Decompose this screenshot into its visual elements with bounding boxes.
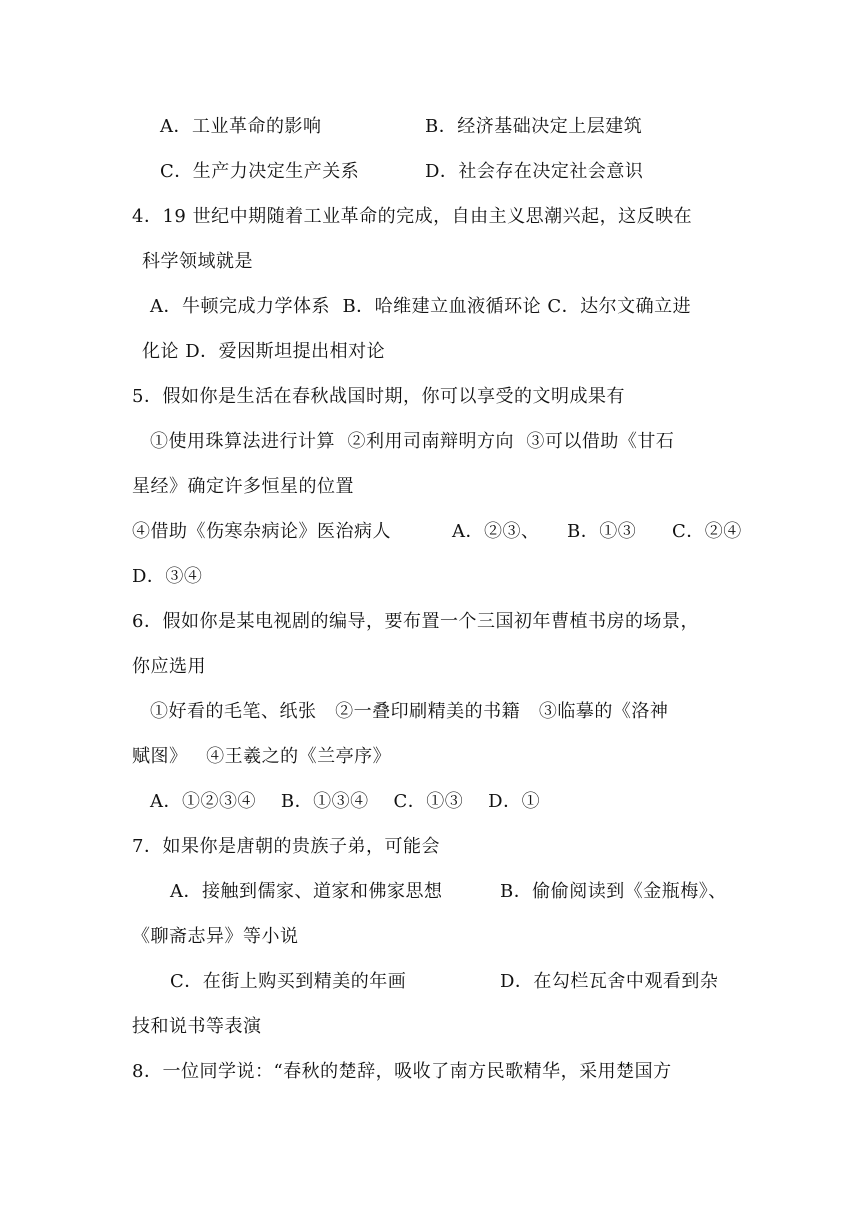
q4-stem-cont: 科学领域就是	[142, 251, 253, 272]
q6-items: ①好看的毛笔、纸张 ②一叠印刷精美的书籍 ③临摹的《洛神	[150, 701, 669, 722]
q5-option-c: C．②④	[672, 521, 742, 542]
q5-option-b: B．①③	[567, 521, 637, 542]
q6-stem-cont: 你应选用	[132, 656, 206, 677]
q7-option-c: C．在街上购买到精美的年画	[170, 971, 407, 992]
q7-stem: 7．如果你是唐朝的贵族子弟，可能会	[132, 836, 440, 857]
q4-options: A．牛顿完成力学体系 B．哈维建立血液循环论 C．达尔文确立进	[150, 296, 692, 317]
q7-option-b-cont: 《聊斋志异》等小说	[132, 926, 299, 947]
q7-option-b: B．偷偷阅读到《金瓶梅》、	[500, 881, 727, 902]
q3-option-b: B．经济基础决定上层建筑	[425, 116, 643, 137]
q6-options: A．①②③④ B．①③④ C．①③ D．①	[150, 791, 541, 812]
q5-stem: 5．假如你是生活在春秋战国时期，你可以享受的文明成果有	[132, 386, 625, 407]
q5-items-cont: 星经》确定许多恒星的位置	[132, 476, 354, 497]
q3-option-a: A．工业革命的影响	[160, 116, 322, 137]
q5-option-a: A．②③、	[452, 521, 540, 542]
q3-option-d: D．社会存在决定社会意识	[425, 161, 644, 182]
q3-option-c: C．生产力决定生产关系	[160, 161, 360, 182]
q7-option-d-cont: 技和说书等表演	[132, 1016, 262, 1037]
q5-item-4: ④借助《伤寒杂病论》医治病人	[132, 521, 391, 542]
q7-option-a: A．接触到儒家、道家和佛家思想	[170, 881, 443, 902]
q4-options-cont: 化论 D．爱因斯坦提出相对论	[142, 341, 386, 362]
q6-stem: 6．假如你是某电视剧的编导，要布置一个三国初年曹植书房的场景，	[132, 611, 699, 632]
q7-option-d: D．在勾栏瓦舍中观看到杂	[500, 971, 719, 992]
q5-items: ①使用珠算法进行计算 ②利用司南辩明方向 ③可以借助《甘石	[150, 431, 675, 452]
q8-stem: 8．一位同学说：“春秋的楚辞，吸收了南方民歌精华，采用楚国方	[132, 1061, 672, 1082]
q5-option-d: D．③④	[132, 566, 203, 587]
q4-stem: 4．19 世纪中期随着工业革命的完成，自由主义思潮兴起，这反映在	[132, 206, 693, 227]
q6-items-cont: 赋图》 ④王羲之的《兰亭序》	[132, 746, 392, 767]
